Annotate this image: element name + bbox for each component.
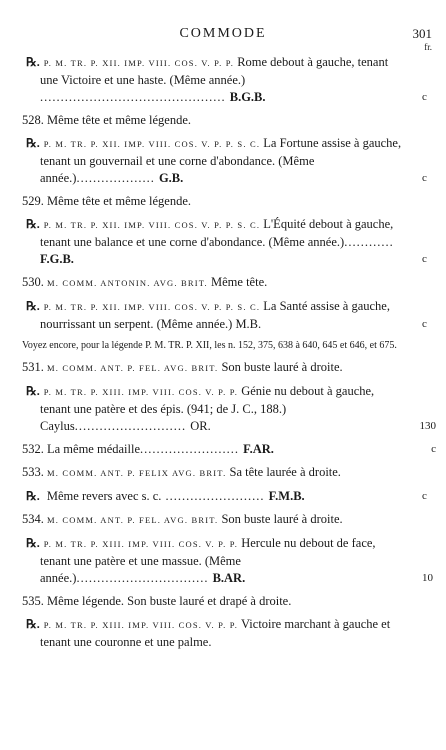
catalog-body (22, 54, 436, 657)
metal-size: B.G.B. (229, 90, 266, 104)
reverse-entry: ℞. Même revers avec s. c. ........................ F.M.B. c (26, 489, 427, 503)
coin-legend: M. COMM. ANTONIN. AVG. BRIT. (47, 278, 208, 288)
leader-dots: ................................ (76, 571, 213, 585)
metal-size: B.AR. (212, 571, 246, 585)
reverse-entry (26, 383, 436, 435)
coin-legend: M. COMM. ANT. P. FEL. AVG. BRIT. (47, 515, 219, 525)
description: Même tête et même légende. (47, 113, 192, 127)
description: Même tête et même légende. (47, 194, 192, 208)
reverse-mark: ℞. (26, 617, 40, 631)
coin-legend: P. M. TR. P. XII. IMP. VIII. COS. V. P. P. (43, 58, 235, 68)
obverse-entry (22, 112, 422, 129)
reverse-entry (26, 616, 422, 651)
description: Rome debout à gauche, tenant une Victoire et une haste. (Même année.) (40, 55, 389, 87)
entry-number: 529. (22, 194, 44, 208)
rarity-value: c (431, 443, 436, 455)
leader-dots: ............ (344, 235, 394, 249)
unit-head: fr. (424, 42, 432, 52)
page-header (0, 26, 446, 52)
description: Génie nu debout à gauche, tenant une patère et des épis. (941; de J. C., 188.) Caylus (40, 384, 375, 433)
coin-legend: P. M. TR. P. XIII. IMP. VIII. COS. V. P. P. (43, 539, 239, 549)
page-number: 301 (412, 26, 432, 41)
obverse-entry (22, 359, 422, 377)
reverse-entry: ℞. P. M. TR. P. XII. IMP. VIII. COS. V. P. P. S. C. La Fortune assise à gauche, tenant un gouvernail et une corne d'abondance. (Même année.)................... G.B. c (26, 136, 427, 185)
reverse-entry: ℞. P. M. TR. P. XII. IMP. VIII. COS. V. P. P. S. C. La Santé assise à gauche, nourrissant un serpent. (Même année.) M.B. c (26, 299, 427, 331)
reverse-entry: ℞. P. M. TR. P. XIII. IMP. VIII. COS. V. P. P. Hercule nu debout de face, tenant une patère et une massue. (Même année.)................................ B.AR. 10 (26, 536, 433, 585)
cross-reference-note: Voyez encore, pour la légende P. M. TR. P. XII, les n. 152, 375, 638 à 640, 645 et 646, et 675. (22, 340, 397, 351)
description: La Fortune assise à gauche, tenant un gouvernail et une corne d'abondance. (Même année.) (40, 136, 402, 185)
description: Même revers avec s. c. (46, 489, 162, 503)
metal-size: F.M.B. (268, 489, 305, 503)
description: Hercule nu debout de face, tenant une patère et une massue. (Même année.) (40, 536, 376, 585)
description: Même légende. Son buste lauré et drapé à droite. (47, 594, 292, 608)
leader-dots: ........................ (161, 489, 269, 503)
leader-dots: ........................... (74, 419, 191, 433)
coin-legend: M. COMM. ANT. P. FELIX AVG. BRIT. (47, 468, 227, 478)
reverse-mark: ℞. (26, 299, 40, 313)
entry-number: 533. (22, 465, 44, 479)
metal-size: OR. (190, 419, 211, 433)
reverse-mark: ℞. (26, 489, 40, 503)
coin-legend: P. M. TR. P. XII. IMP. VIII. COS. V. P. P. S. C. (43, 220, 261, 230)
coin-legend: P. M. TR. P. XIII. IMP. VIII. COS. V. P. P. (43, 387, 239, 397)
obverse-entry (22, 511, 422, 529)
leader-dots: ........................ (140, 442, 244, 456)
obverse-entry (22, 464, 422, 482)
description: La même médaille (47, 442, 141, 456)
entry-number: 530. (22, 275, 44, 289)
reverse-entry: ℞. P. M. TR. P. XII. IMP. VIII. COS. V. P. P. Rome debout à gauche, tenant une Victoire et une haste. (Même année.) ............................................. B.G.B. c (26, 55, 427, 104)
description: Sa tête laurée à droite. (229, 465, 341, 479)
entry-number: 534. (22, 512, 44, 526)
entry-number: 532. (22, 442, 44, 456)
reverse-mark: ℞. (26, 55, 40, 69)
leader-dots: ............................................. (40, 90, 230, 104)
description: Son buste lauré à droite. (221, 360, 343, 374)
coin-legend: M. COMM. ANT. P. FEL. AVG. BRIT. (47, 363, 219, 373)
description: Même tête. (211, 275, 268, 289)
description: La Santé assise à gauche, nourrissant un serpent. (Même année.) (40, 299, 390, 331)
description: Victoire marchant à gauche et tenant une couronne et une palme. (40, 617, 391, 649)
reverse-mark: ℞. (26, 384, 40, 398)
coin-legend: P. M. TR. P. XIII. IMP. VIII. COS. V. P. P. (43, 620, 239, 630)
running-head: COMMODE (179, 26, 267, 41)
obverse-entry (22, 441, 436, 458)
obverse-entry (22, 274, 422, 292)
description: L'Équité debout à gauche, tenant une balance et une corne d'abondance. (Même année.) (40, 217, 394, 249)
leader-dots: ................... (76, 171, 159, 185)
description: Son buste lauré à droite. (221, 512, 343, 526)
reverse-mark: ℞. (26, 536, 40, 550)
coin-legend: P. M. TR. P. XII. IMP. VIII. COS. V. P. P. S. C. (43, 302, 261, 312)
obverse-entry (22, 193, 422, 210)
reverse-mark: ℞. (26, 217, 40, 231)
entry-number: 531. (22, 360, 44, 374)
rarity-value: 130 (419, 420, 436, 432)
metal-size: F.G.B. (40, 252, 74, 266)
metal-size: F.AR. (243, 442, 274, 456)
reverse-mark: ℞. (26, 136, 40, 150)
entry-number: 528. (22, 113, 44, 127)
entry-number: 535. (22, 594, 44, 608)
metal-size: G.B. (158, 171, 184, 185)
obverse-entry (22, 593, 422, 610)
metal-size: M.B. (235, 317, 262, 331)
reverse-entry: ℞. P. M. TR. P. XII. IMP. VIII. COS. V. P. P. S. C. L'Équité debout à gauche, tenant une balance et une corne d'abondance. (Même année.)............ F.G.B. c (26, 217, 427, 266)
coin-legend: P. M. TR. P. XII. IMP. VIII. COS. V. P. P. S. C. (43, 139, 261, 149)
